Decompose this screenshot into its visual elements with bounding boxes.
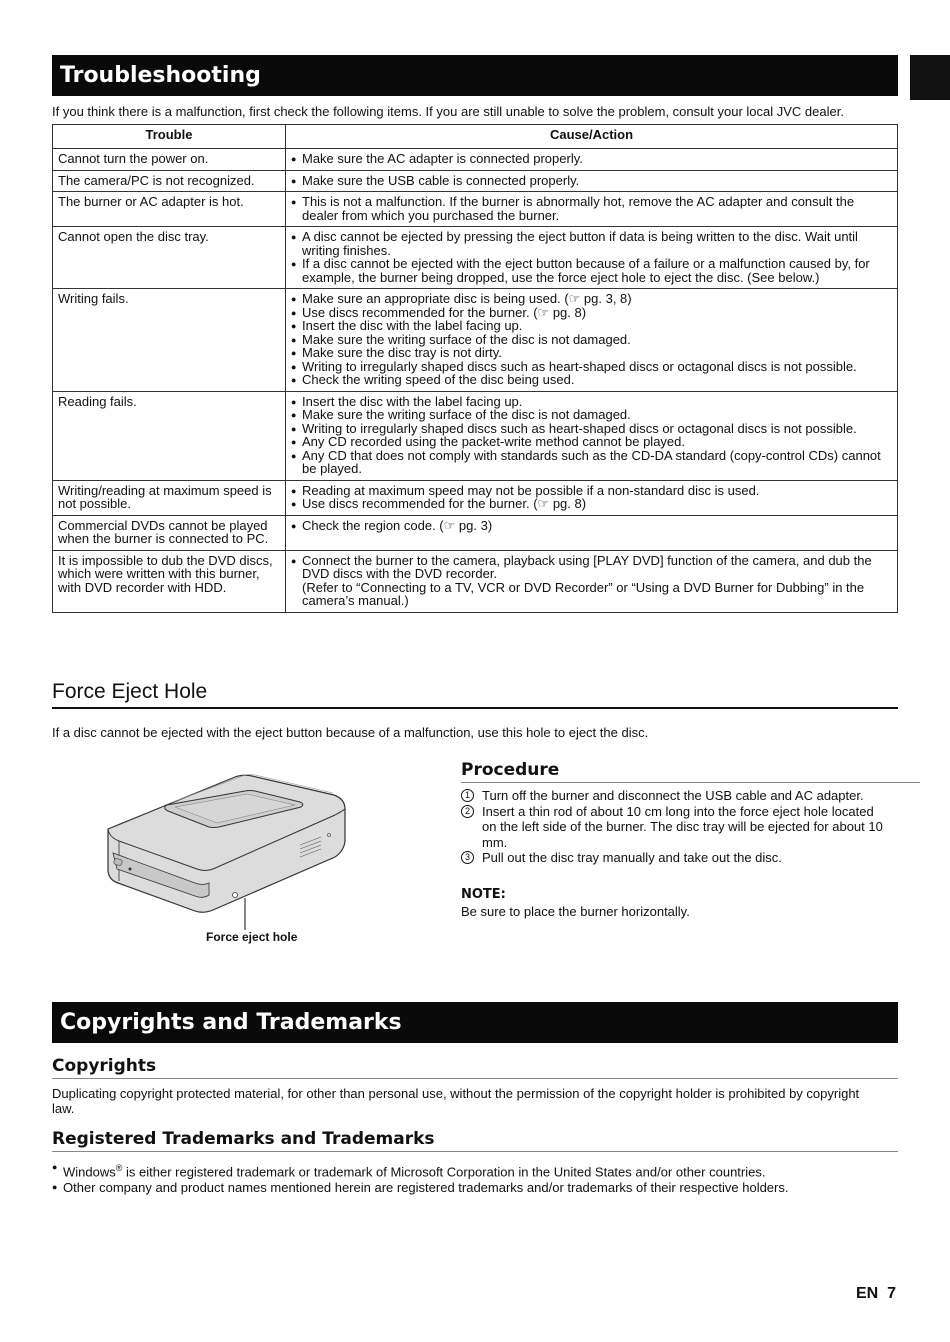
table-row xyxy=(53,550,898,612)
cause-action-cell xyxy=(286,170,898,192)
trouble-cell: Writing fails. xyxy=(53,289,286,392)
step-number: 1 xyxy=(461,789,474,802)
action-note: (Refer to “Connecting to a TV, VCR or DVD Recorder” or “Using a DVD Burner for Dubbing” in the camera’s manual.) xyxy=(302,579,865,608)
trademarks-subheading: Registered Trademarks and Trademarks xyxy=(52,1129,898,1152)
note-text: Be sure to place the burner horizontally. xyxy=(461,904,690,919)
trouble-cell: Cannot turn the power on. xyxy=(53,149,286,171)
action-item: ● If a disc cannot be ejected with the eject button because of a failure or a malfunction caused by, for example, the burner being dropped, use the force eject hole to eject the disc. (See below.) xyxy=(291,257,892,284)
action-item: ● Make sure the writing surface of the disc is not damaged. xyxy=(291,408,892,422)
page-edge-tab xyxy=(910,55,950,100)
step-text: Pull out the disc tray manually and take out the disc. xyxy=(482,850,782,865)
step-text: Insert a thin rod of about 10 cm long into the force eject hole located on the left side of the burner. The disc tray will be ejected for about 10 mm. xyxy=(482,803,883,850)
step-text: Turn off the burner and disconnect the USB cable and AC adapter. xyxy=(482,788,864,803)
troubleshooting-table xyxy=(52,124,898,613)
cause-action-cell xyxy=(286,515,898,550)
table-row xyxy=(53,289,898,392)
action-item: ● Make sure the disc tray is not dirty. xyxy=(291,346,892,360)
action-item: ● Make sure the writing surface of the disc is not damaged. xyxy=(291,333,892,347)
cause-action-cell xyxy=(286,227,898,289)
procedure-heading: Procedure xyxy=(461,760,920,783)
action-item: ● Check the region code. (☞ pg. 3) xyxy=(291,519,892,533)
trademarks-list xyxy=(52,1160,902,1196)
action-item: ● This is not a malfunction. If the burner is abnormally hot, remove the AC adapter and consult the dealer from which you purchased the burner. xyxy=(291,195,892,222)
cause-action-cell xyxy=(286,391,898,480)
trademark-item: ● Windows® is either registered trademark or trademark of Microsoft Corporation in the United States and/or other countries. xyxy=(52,1160,902,1180)
action-item: ● Writing to irregularly shaped discs such as heart-shaped discs or octagonal discs is not possible. xyxy=(291,360,892,374)
action-item: ● Reading at maximum speed may not be possible if a non-standard disc is used. xyxy=(291,484,892,498)
procedure-step xyxy=(461,804,891,851)
force-eject-hole-caption: Force eject hole xyxy=(206,930,298,944)
action-item: ● Make sure the AC adapter is connected properly. xyxy=(291,152,892,166)
procedure-step xyxy=(461,850,891,866)
copyrights-title: Copyrights and Trademarks xyxy=(52,1002,898,1043)
trademark-item: ● Other company and product names mentioned herein are registered trademarks and/or trademarks of their respective holders. xyxy=(52,1180,902,1196)
troubleshooting-intro: If you think there is a malfunction, first check the following items. If you are still unable to solve the problem, consult your local JVC dealer. xyxy=(52,104,844,119)
action-item: ● A disc cannot be ejected by pressing the eject button if data is being written to the disc. Wait until writing finishes. xyxy=(291,230,892,257)
action-item: ● Connect the burner to the camera, playback using [PLAY DVD] function of the camera, and dub the DVD discs with the DVD recorder. xyxy=(291,554,892,581)
troubleshooting-title: Troubleshooting xyxy=(52,55,898,96)
cause-action-cell xyxy=(286,550,898,612)
action-item: ● Any CD recorded using the packet-write method cannot be played. xyxy=(291,435,892,449)
trouble-cell: The camera/PC is not recognized. xyxy=(53,170,286,192)
note-heading: NOTE: xyxy=(461,887,506,902)
table-row xyxy=(53,480,898,515)
trouble-cell: Cannot open the disc tray. xyxy=(53,227,286,289)
procedure-step xyxy=(461,788,891,804)
action-item: ● Use discs recommended for the burner. (☞ pg. 8) xyxy=(291,497,892,511)
step-number: 3 xyxy=(461,851,474,864)
action-item: ● Any CD that does not comply with standards such as the CD-DA standard (copy-control CDs) cannot be played. xyxy=(291,449,892,476)
trouble-cell: Writing/reading at maximum speed is not possible. xyxy=(53,480,286,515)
trouble-cell: It is impossible to dub the DVD discs, which were written with this burner, with DVD recorder with HDD. xyxy=(53,550,286,612)
table-row xyxy=(53,170,898,192)
table-row xyxy=(53,192,898,227)
action-item: ● Use discs recommended for the burner. (☞ pg. 8) xyxy=(291,306,892,320)
table-row xyxy=(53,227,898,289)
column-header-cause-action: Cause/Action xyxy=(286,125,898,149)
copyrights-subheading: Copyrights xyxy=(52,1056,898,1079)
procedure-steps xyxy=(461,788,891,866)
action-item: ● Insert the disc with the label facing up. xyxy=(291,395,892,409)
step-number: 2 xyxy=(461,805,474,818)
action-item: ● Check the writing speed of the disc being used. xyxy=(291,373,892,387)
troubleshooting-table-body xyxy=(53,149,898,613)
table-row xyxy=(53,391,898,480)
action-item: ● Writing to irregularly shaped discs such as heart-shaped discs or octagonal discs is not possible. xyxy=(291,422,892,436)
force-eject-intro: If a disc cannot be ejected with the eject button because of a malfunction, use this hole to eject the disc. xyxy=(52,725,649,740)
cause-action-cell xyxy=(286,480,898,515)
trouble-cell: Commercial DVDs cannot be played when the burner is connected to PC. xyxy=(53,515,286,550)
trouble-cell: The burner or AC adapter is hot. xyxy=(53,192,286,227)
cause-action-cell xyxy=(286,149,898,171)
column-header-trouble: Trouble xyxy=(53,125,286,149)
copyrights-text: Duplicating copyright protected material, for other than personal use, without the permission of the copyright holder is prohibited by copyright law. xyxy=(52,1086,860,1116)
table-row xyxy=(53,149,898,171)
burner-illustration xyxy=(95,765,355,935)
cause-action-cell xyxy=(286,289,898,392)
force-eject-title: Force Eject Hole xyxy=(52,680,898,709)
action-item: ● Make sure the USB cable is connected properly. xyxy=(291,174,892,188)
action-item: ● Insert the disc with the label facing up. xyxy=(291,319,892,333)
action-item: ● Make sure an appropriate disc is being used. (☞ pg. 3, 8) xyxy=(291,292,892,306)
trouble-cell: Reading fails. xyxy=(53,391,286,480)
page-number: EN 7 xyxy=(856,1285,897,1302)
table-row xyxy=(53,515,898,550)
cause-action-cell xyxy=(286,192,898,227)
